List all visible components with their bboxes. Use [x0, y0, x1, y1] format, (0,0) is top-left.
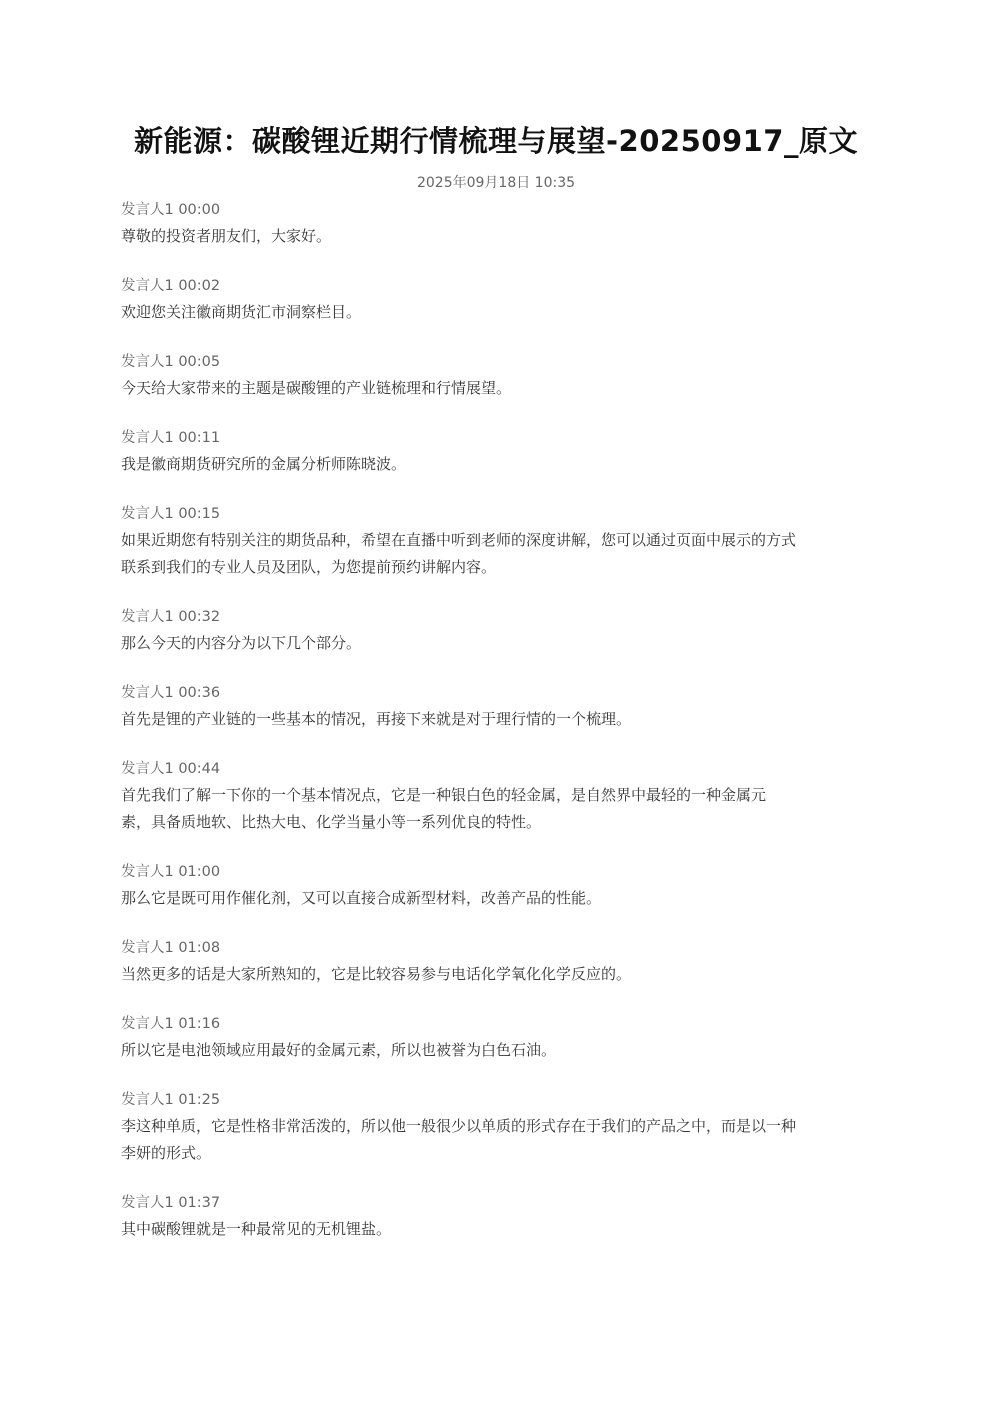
speech-text — [121, 299, 873, 326]
speech-line: 所以它是电池领域应用最好的金属元素，所以也被誉为白色石油。 — [121, 1041, 557, 1059]
speech-line: 欢迎您关注徽商期货汇市洞察栏目。 — [121, 303, 362, 321]
speech-text — [121, 630, 873, 657]
speaker-timestamp: 发言人1 00:32 — [121, 609, 221, 625]
speech-text — [121, 223, 873, 250]
speech-line: 首先我们了解一下你的一个基本情况点，它是一种银白色的轻金属，是自然界中最轻的一种金属元 — [121, 786, 767, 804]
transcript-entry — [121, 503, 873, 581]
transcript-entry — [121, 937, 873, 988]
transcript-entry — [121, 199, 873, 250]
transcript-entry — [121, 606, 873, 657]
transcript-entry — [121, 1089, 873, 1167]
speaker-timestamp: 发言人1 01:25 — [121, 1092, 221, 1108]
transcript-entry — [121, 1192, 873, 1243]
document-title: 新能源：碳酸锂近期行情梳理与展望-20250917_原文 — [134, 124, 858, 158]
speaker-timestamp: 发言人1 01:37 — [121, 1195, 221, 1211]
speech-line: 今天给大家带来的主题是碳酸锂的产业链梳理和行情展望。 — [121, 379, 512, 397]
speech-line: 我是徽商期货研究所的金属分析师陈晓波。 — [121, 455, 407, 473]
speech-text — [121, 527, 873, 581]
speech-line: 李妍的形式。 — [121, 1144, 212, 1162]
speech-line: 尊敬的投资者朋友们，大家好。 — [121, 227, 332, 245]
speech-line: 其中碳酸锂就是一种最常见的无机锂盐。 — [121, 1220, 392, 1238]
document-date: 2025年09月18日 10:35 — [416, 175, 576, 191]
speech-text — [121, 451, 873, 478]
speech-text — [121, 961, 873, 988]
speaker-timestamp: 发言人1 00:15 — [121, 506, 221, 522]
speech-line: 李这种单质，它是性格非常活泼的，所以他一般很少以单质的形式存在于我们的产品之中，而是以一种 — [121, 1117, 797, 1135]
transcript — [121, 199, 873, 1268]
speaker-timestamp: 发言人1 00:05 — [121, 354, 221, 370]
transcript-entry — [121, 861, 873, 912]
speaker-timestamp: 发言人1 01:00 — [121, 864, 221, 880]
speech-text — [121, 782, 873, 836]
speech-line: 首先是锂的产业链的一些基本的情况，再接下来就是对于理行情的一个梳理。 — [121, 710, 632, 728]
speech-text — [121, 1113, 873, 1167]
speech-line: 素，具备质地软、比热大电、化学当量小等一系列优良的特性。 — [121, 813, 542, 831]
speaker-timestamp: 发言人1 00:02 — [121, 278, 221, 294]
speech-text — [121, 1216, 873, 1243]
transcript-entry — [121, 351, 873, 402]
speech-text — [121, 706, 873, 733]
speaker-timestamp: 发言人1 00:11 — [121, 430, 221, 446]
speech-line: 那么它是既可用作催化剂，又可以直接合成新型材料，改善产品的性能。 — [121, 889, 602, 907]
transcript-entry — [121, 1013, 873, 1064]
transcript-entry — [121, 427, 873, 478]
speech-line: 如果近期您有特别关注的期货品种，希望在直播中听到老师的深度讲解，您可以通过页面中展示的方式 — [121, 531, 797, 549]
speaker-timestamp: 发言人1 01:16 — [121, 1016, 221, 1032]
speaker-timestamp: 发言人1 00:36 — [121, 685, 221, 701]
speech-line: 那么今天的内容分为以下几个部分。 — [121, 634, 362, 652]
transcript-entry — [121, 275, 873, 326]
speech-text — [121, 375, 873, 402]
speech-text — [121, 1037, 873, 1064]
speech-line: 当然更多的话是大家所熟知的，它是比较容易参与电话化学氧化化学反应的。 — [121, 965, 632, 983]
speaker-timestamp: 发言人1 00:00 — [121, 202, 221, 218]
transcript-entry — [121, 682, 873, 733]
speech-line: 联系到我们的专业人员及团队，为您提前预约讲解内容。 — [121, 558, 497, 576]
speaker-timestamp: 发言人1 01:08 — [121, 940, 221, 956]
speech-text — [121, 885, 873, 912]
speaker-timestamp: 发言人1 00:44 — [121, 761, 221, 777]
transcript-entry — [121, 758, 873, 836]
